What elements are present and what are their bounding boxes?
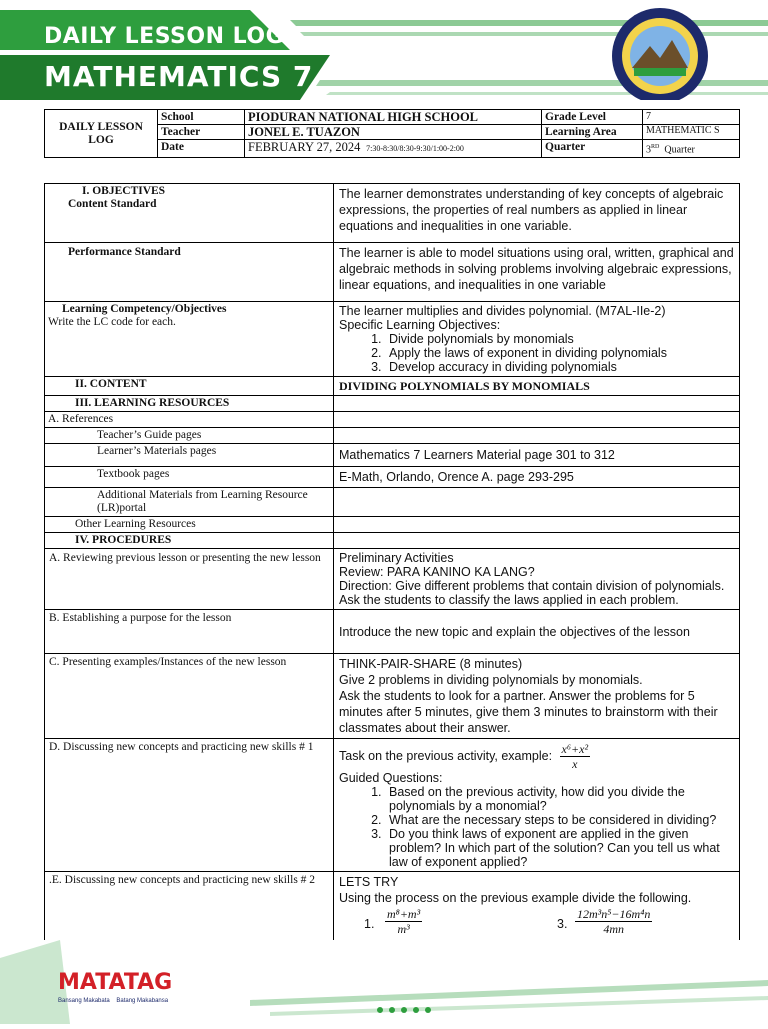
task-text: Task on the previous activity, example:: [339, 748, 553, 763]
teacher-value: JONEL E. TUAZON: [245, 125, 542, 140]
text-line: Review: PARA KANINO KA LANG?: [339, 565, 535, 579]
time-value: 7:30-8:30/8:30-9:30/1:00-2:00: [366, 144, 464, 153]
resources-heading: III. LEARNING RESOURCES: [45, 396, 334, 412]
empty-cell: [334, 428, 740, 444]
header-banner: [0, 0, 768, 100]
text-line: Ask the students to look for a partner. Answer the problems for 5 minutes after 5 minutes, give them 3 minutes to brainstorm with their classmates about their answer.: [339, 689, 718, 735]
competency-sub: Write the LC code for each.: [48, 316, 176, 328]
school-label: School: [158, 110, 245, 125]
problem-3-fraction: [575, 907, 652, 936]
fraction-denominator: x: [572, 757, 578, 771]
procedure-d-label: D. Discussing new concepts and practicing new skills # 1: [45, 739, 334, 872]
other-resources-label: Other Learning Resources: [45, 517, 334, 533]
grade-label: Grade Level: [542, 110, 643, 125]
text-line: Preliminary Activities: [339, 551, 454, 565]
fraction-numerator: 12m³n⁵−16m⁴n: [577, 907, 651, 921]
procedure-a-label: A. Reviewing previous lesson or presenting the new lesson: [45, 549, 334, 610]
objectives-heading: I. OBJECTIVES: [82, 185, 166, 197]
procedure-d-text: [334, 739, 740, 872]
specific-objectives-list: [339, 332, 734, 374]
content-value: DIVIDING POLYNOMIALS BY MONOMIALS: [334, 377, 740, 396]
lm-label: Learner’s Materials pages: [45, 444, 334, 467]
empty-cell: [334, 533, 740, 549]
procedure-e-label: .E. Discussing new concepts and practicing new skills # 2: [45, 872, 334, 941]
additional-label: Additional Materials from Learning Resource (LR)portal: [45, 488, 334, 517]
text-line: Ask the students to classify the laws applied in each problem.: [339, 593, 679, 607]
list-item: 1. Divide polynomials by monomials: [385, 332, 734, 346]
textbook-value: E-Math, Orlando, Orence A. page 293-295: [334, 467, 740, 488]
teacher-label: Teacher: [158, 125, 245, 140]
procedure-a-text: [334, 549, 740, 610]
references-label: A. References: [45, 412, 334, 428]
text-line: Using the process on the previous example divide the following.: [339, 891, 692, 905]
date-value: FEBRUARY 27, 2024: [248, 140, 361, 154]
school-value: PIODURAN NATIONAL HIGH SCHOOL: [245, 110, 542, 125]
quarter-label: Quarter: [542, 140, 643, 158]
empty-cell: [334, 517, 740, 533]
grade-value: 7: [643, 110, 740, 125]
school-seal-logo: [610, 6, 710, 100]
procedure-c-label: C. Presenting examples/Instances of the new lesson: [45, 654, 334, 739]
procedure-c-text: [334, 654, 740, 739]
list-item: 3. Do you think laws of exponent are applied in the given problem? In which part of the solution? Can you tell us what law of exponent applied?: [385, 827, 734, 869]
fraction-numerator: m⁸+m³: [387, 907, 421, 921]
content-heading: II. CONTENT: [45, 377, 334, 396]
header-info-table: [44, 109, 740, 158]
fraction-denominator: 4mn: [603, 922, 625, 936]
list-item: 2. What are the necessary steps to be considered in dividing?: [385, 813, 734, 827]
date-label: Date: [158, 140, 245, 158]
problem-1-fraction: [385, 907, 422, 936]
procedures-heading: IV. PROCEDURES: [45, 533, 334, 549]
performance-standard-text: The learner is able to model situations using oral, written, graphical and algebraic methods in solving problems involving algebraic expressions, linear equations, and inequalities in one variable: [334, 243, 740, 302]
list-item: 3. Develop accuracy in dividing polynomials: [385, 360, 734, 374]
competency-cell: [45, 302, 334, 377]
textbook-label: Textbook pages: [45, 467, 334, 488]
procedure-e-text: [334, 872, 740, 941]
text-line: Direction: Give different problems that contain division of polynomials.: [339, 579, 725, 593]
problem-number: 1.: [364, 917, 375, 931]
area-label: Learning Area: [542, 125, 643, 140]
date-cell: [245, 140, 542, 158]
banner-title-top: DAILY LESSON LOG: [44, 24, 285, 49]
competency-cell-right: [334, 302, 740, 377]
dll-label: DAILY LESSON LOG: [45, 110, 158, 158]
tg-label: Teacher’s Guide pages: [45, 428, 334, 444]
quarter-value: 3RD Quarter: [643, 140, 740, 158]
text-line: Give 2 problems in dividing polynomials by monomials.: [339, 673, 643, 687]
list-item: 2. Apply the laws of exponent in dividing polynomials: [385, 346, 734, 360]
text-line: THINK-PAIR-SHARE (8 minutes): [339, 657, 523, 671]
objectives-cell: [45, 184, 334, 243]
procedure-b-label: B. Establishing a purpose for the lesson: [45, 610, 334, 654]
lm-value: Mathematics 7 Learners Material page 301 to 312: [334, 444, 740, 467]
fraction-denominator: m³: [397, 922, 410, 936]
brand-logo: MATATAG: [58, 970, 173, 995]
banner-title-bottom: MATHEMATICS 7: [44, 60, 314, 93]
text-line: LETS TRY: [339, 875, 399, 889]
empty-cell: [334, 488, 740, 517]
lesson-log-table: [44, 183, 740, 941]
performance-standard-cell: [45, 243, 334, 302]
procedure-b-text: Introduce the new topic and explain the objectives of the lesson: [334, 610, 740, 654]
content-standard-text: The learner demonstrates understanding of key concepts of algebraic expressions, the properties of real numbers as applied in linear equations and inequalities in one variable.: [334, 184, 740, 243]
fraction-numerator: x⁶+x²: [561, 742, 589, 756]
specific-label: Specific Learning Objectives:: [339, 318, 501, 332]
example-fraction: [560, 742, 591, 771]
performance-standard-label: Performance Standard: [68, 246, 181, 258]
problems-row: [339, 906, 734, 938]
empty-cell: [334, 396, 740, 412]
content-standard-label: Content Standard: [68, 198, 157, 210]
guided-label: Guided Questions:: [339, 771, 443, 785]
area-value: MATHEMATIC S: [643, 125, 740, 140]
list-item: 1. Based on the previous activity, how did you divide the polynomials by a monomial?: [385, 785, 734, 813]
competency-text: The learner multiplies and divides polynomial. (M7AL-IIe-2): [339, 304, 666, 318]
brand-tagline: Bansang Makabata Batang Makabansa: [58, 998, 169, 1004]
empty-cell: [334, 412, 740, 428]
footer-banner: [0, 940, 768, 1024]
task-line: [339, 741, 734, 771]
competency-label: Learning Competency/Objectives: [62, 303, 227, 315]
problem-number: 3.: [557, 917, 568, 931]
guided-questions-list: [339, 785, 734, 869]
